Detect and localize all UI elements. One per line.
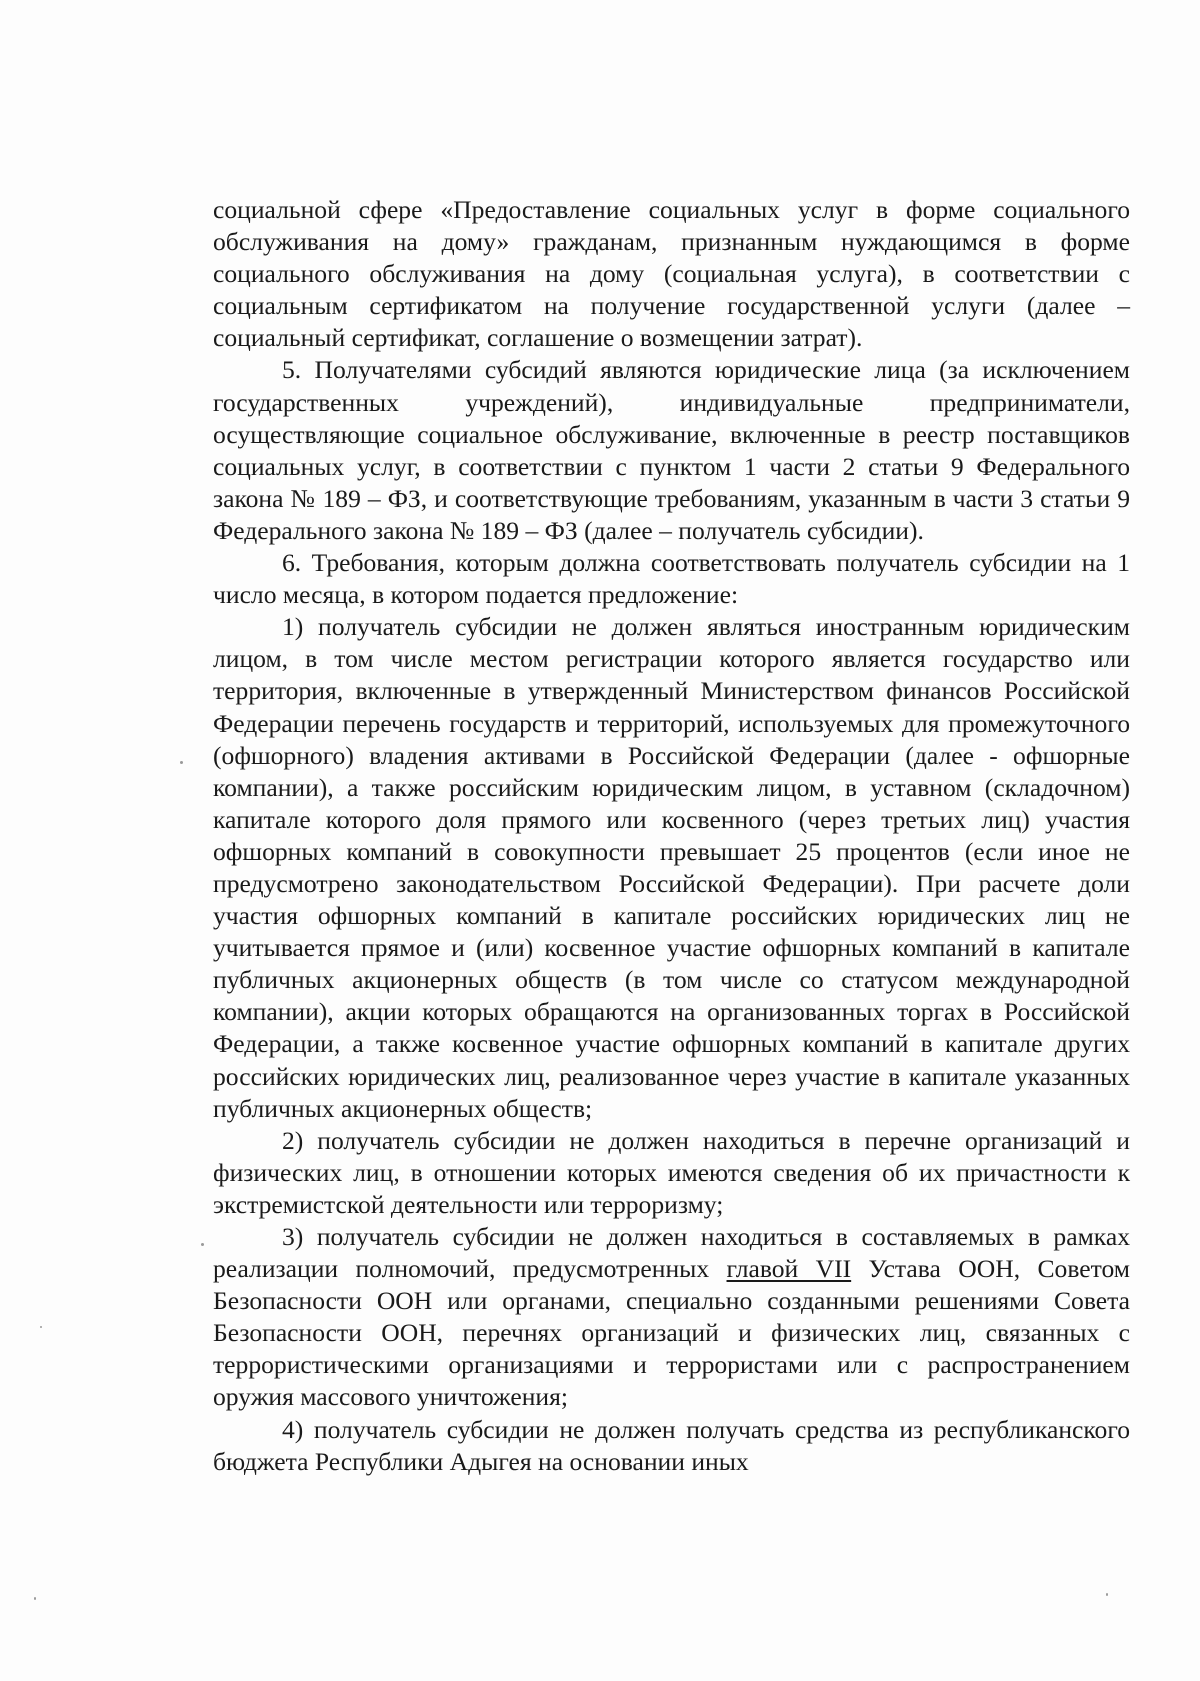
paragraph-continuation: социальной сфере «Предоставление социальных услуг в форме социального обслуживания на дому» гражданам, признанным нуждающимся в форме социального обслуживания на дому (социальная услуга), в соответствии с социальным сертификатом на получение государственной услуги (далее – социальный сертификат, соглашение о возмещении затрат).	[213, 195, 1130, 353]
subparagraph-6-3-text-before: 3) получатель субсидии не должен находиться в составляемых в рамках реализации полномочий, предусмотренных	[213, 1222, 1130, 1284]
scan-speck	[34, 1597, 36, 1600]
subparagraph-6-1: 1) получатель субсидии не должен являться иностранным юридическим лицом, в том числе местом регистрации которого является государство или территория, включенные в утвержденный Министерством финансов Российской Федерации перечень государств и территорий, используемых для промежуточного (офшорного) владения активами в Российской Федерации (далее - офшорные компании), а также российским юридическим лицом, в уставном (складочном) капитале которого доля прямого или косвенного (через третьих лиц) участия офшорных компаний в совокупности превышает 25 процентов (если иное не предусмотрено законодательством Российской Федерации). При расчете доли участия офшорных компаний в капитале российских юридических лиц не учитывается прямое и (или) косвенное участие офшорных компаний в капитале публичных акционерных обществ (в том числе со статусом международной компании), акции которых обращаются на организованных торгах в Российской Федерации, а также косвенное участие офшорных компаний в капитале других российских юридических лиц, реализованное через участие в капитале указанных публичных акционерных обществ;	[213, 612, 1130, 1123]
scan-speck	[180, 761, 183, 764]
paragraph-item-6: 6. Требования, которым должна соответствовать получатель субсидии на 1 число месяца, в котором подается предложение:	[213, 548, 1130, 610]
scan-speck	[1106, 1593, 1108, 1596]
document-body	[213, 194, 1130, 1478]
paragraph-item-5: 5. Получателями субсидий являются юридические лица (за исключением государственных учреждений), индивидуальные предприниматели, осуществляющие социальное обслуживание, включенные в реестр поставщиков социальных услуг, в соответствии с пунктом 1 части 2 статьи 9 Федерального закона № 189 – ФЗ, и соответствующие требованиям, указанным в части 3 статьи 9 Федерального закона № 189 – ФЗ (далее – получатель субсидии).	[213, 355, 1130, 545]
subparagraph-6-2: 2) получатель субсидии не должен находиться в перечне организаций и физических лиц, в отношении которых имеются сведения об их причастности к экстремистской деятельности или терроризму;	[213, 1125, 1130, 1219]
subparagraph-6-3	[213, 1221, 1130, 1414]
subparagraph-6-3-text-after: Устава ООН, Советом Безопасности ООН или органами, специально созданными решениями Совета Безопасности ООН, перечнях организаций и физических лиц, связанных с террористическими организациями и террористами или с распространением оружия массового уничтожения;	[213, 1254, 1130, 1412]
subparagraph-6-4: 4) получатель субсидии не должен получать средства из республиканского бюджета Республики Адыгея на основании иных	[213, 1414, 1130, 1476]
scan-speck	[40, 1326, 42, 1328]
chapter-vii-link[interactable]: главой VII	[726, 1254, 852, 1284]
scan-speck	[201, 1243, 204, 1246]
